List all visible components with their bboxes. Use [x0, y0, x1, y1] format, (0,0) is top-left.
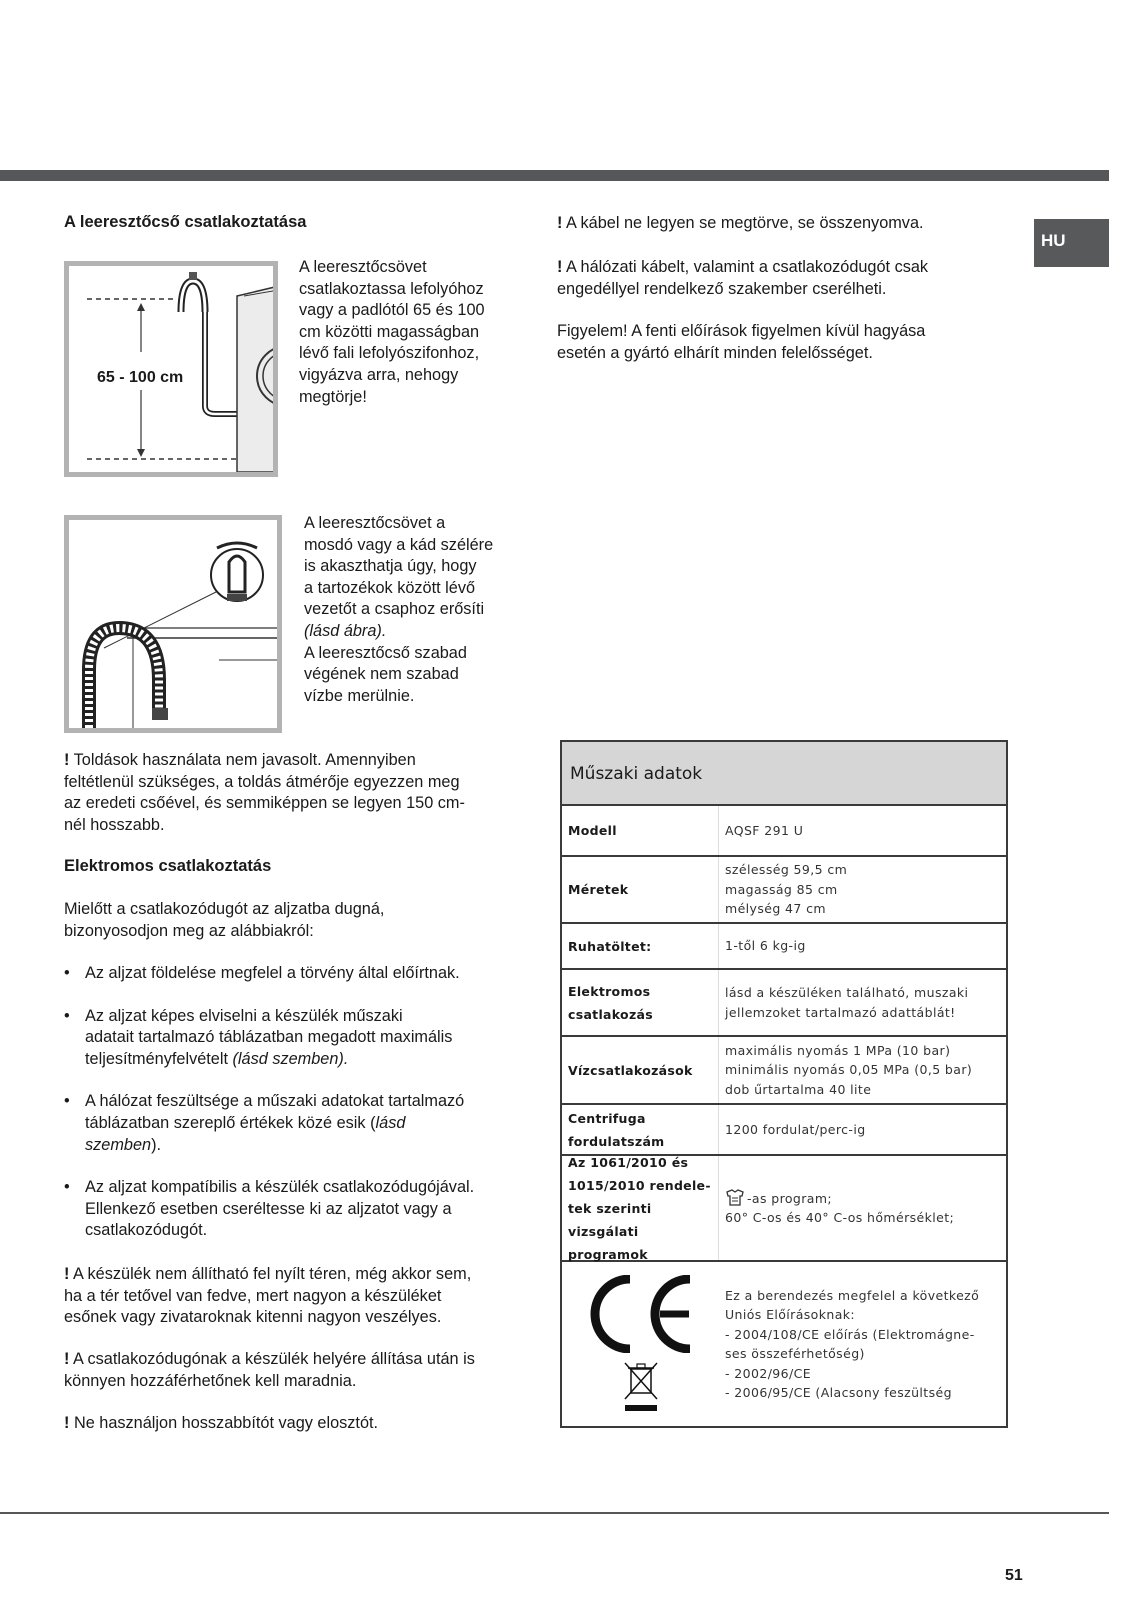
table-row: Modell AQSF 291 U: [562, 806, 1006, 857]
table-row: Ez a berendezés megfelel a következő Uniós Előírásoknak: - 2004/108/CE előírás (Elektromágne- ses összeférhetőség) - 2002/96/CE - 2006/95/CE (Alacsony feszültség: [562, 1262, 1006, 1426]
electrical-heading: Elektromos csatlakoztatás: [64, 857, 272, 875]
extension-cord-warning: ! Ne használjon hosszabbítót vagy elosztót.: [64, 1414, 379, 1432]
fig2-caption: A leeresztőcsövet a mosdó vagy a kád szélére is akaszthatja úgy, hogy a tartozékok között lévő vezetőt a csaphoz erősíti (lásd ábra). A leeresztőcső szabad végének nem szabad vízbe merülnie.: [304, 514, 494, 705]
liability-notice: Figyelem! A fenti előírások figyelmen kívül hagyása esetén a gyártó elhárít minden felelősséget.: [557, 322, 926, 362]
plug-access-warning: ! A csatlakozódugónak a készülék helyére állítása után is könnyen hozzáférhetőnek kell maradnia.: [64, 1350, 475, 1390]
list-item: • Az aljzat földelése megfelel a törvény által előírtnak.: [64, 963, 524, 985]
cable-replacement-note: ! A hálózati kábelt, valamint a csatlakozódugót csak engedéllyel rendelkező szakember cserélheti.: [557, 258, 929, 298]
page-number: 51: [1005, 1567, 1023, 1584]
ce-mark-icon: [585, 1275, 697, 1353]
hose-on-basin-illustration: [69, 520, 277, 728]
table-row: Ruhatöltet: 1-től 6 kg-ig: [562, 924, 1006, 970]
list-item: • Az aljzat képes elviselni a készülék műszaki adatait tartalmazó táblázatban megadott maximális teljesítményfelvételt (lásd szemben).: [64, 1006, 524, 1071]
list-item: • Az aljzat kompatíbilis a készülék csatlakozódugójával. Ellenkező esetben cseréltesse ki az aljzatot vagy a csatlakozódugót.: [64, 1177, 524, 1242]
footer-rule: [0, 1512, 1109, 1514]
cable-warning: ! A kábel ne legyen se megtörve, se összenyomva.: [557, 214, 924, 232]
table-row: Az 1061/2010 és 1015/2010 rendele- tek szerinti vizsgálati programok -as program; 60° C-os és 40° C-os hőmérséklet;: [562, 1156, 1006, 1262]
fig1-caption: A leeresztőcsövet csatlakoztassa lefolyóhoz vagy a padlótól 65 és 100 cm közötti magasságban lévő fali lefolyószifonhoz, vigyázva arra, nehogy megtörje!: [299, 258, 485, 406]
table-row: Vízcsatlakozások maximális nyomás 1 MPa (10 bar) minimális nyomás 0,05 MPa (0,5 bar) dob űrtartalma 40 lite: [562, 1037, 1006, 1105]
table-title: Műszaki adatok: [562, 742, 1006, 806]
table-row: Elektromos csatlakozás lásd a készüléken található, muszaki jellemzoket tartalmazó adattáblát!: [562, 970, 1006, 1037]
header-bar: [0, 170, 1109, 181]
cotton-program-icon: [725, 1189, 745, 1207]
language-tab: HU: [1034, 219, 1109, 267]
table-row: Méretek szélesség 59,5 cm magasság 85 cm mélység 47 cm: [562, 857, 1006, 924]
drain-heading: A leeresztőcső csatlakoztatása: [64, 213, 307, 231]
electrical-checklist: [64, 963, 524, 1263]
table-row: Centrifuga fordulatszám 1200 fordulat/perc-ig: [562, 1105, 1006, 1156]
drain-hose-hook-figure: [64, 515, 282, 733]
weee-bin-icon: [621, 1359, 661, 1413]
list-item: • A hálózat feszültsége a műszaki adatokat tartalmazó táblázatban szereplő értékek közé esik (lásd szemben).: [64, 1091, 524, 1156]
outdoor-warning: ! A készülék nem állítható fel nyílt téren, még akkor sem, ha a tér tetővel van fedve, mert nagyon a készüléket esőnek vagy zivataroknak kitenni nagyon veszélyes.: [64, 1265, 472, 1327]
drain-height-figure: [64, 261, 278, 477]
height-range-label: 65 - 100 cm: [97, 369, 184, 386]
technical-data-table: [560, 740, 1008, 1428]
electrical-intro: Mielőtt a csatlakozódugót az aljzatba dugná, bizonyosodjon meg az alábbiakról:: [64, 900, 385, 940]
extension-note: ! Toldások használata nem javasolt. Amennyiben feltétlenül szükséges, a toldás átmérője egyezzen meg az eredeti csőével, és semmiképpen se legyen 150 cm- nél hosszabb.: [64, 751, 465, 834]
